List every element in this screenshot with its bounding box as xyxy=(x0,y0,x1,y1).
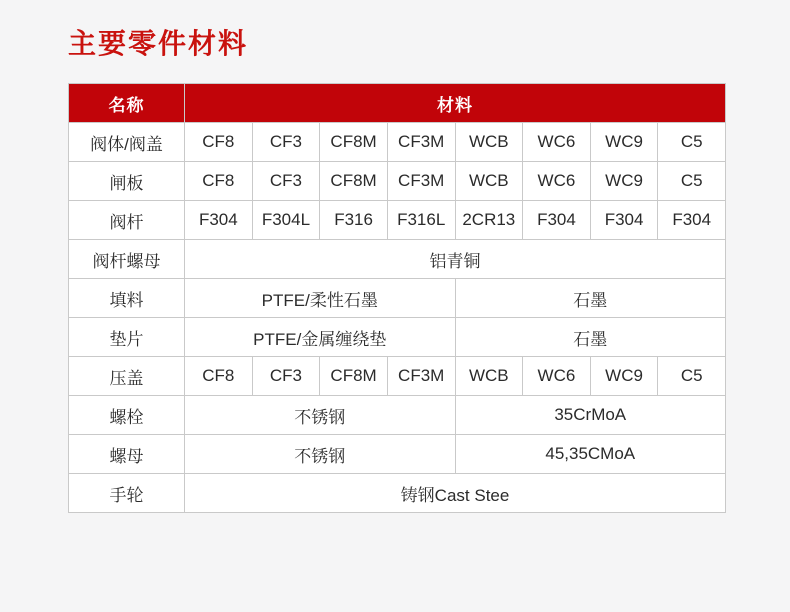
row-label: 手轮 xyxy=(69,474,185,513)
material-cell: F316 xyxy=(320,201,388,240)
material-cell: CF3 xyxy=(252,357,320,396)
material-cell: 铸钢Cast Stee xyxy=(185,474,726,513)
row-label: 填料 xyxy=(69,279,185,318)
material-cell: WCB xyxy=(455,357,523,396)
row-label: 阀杆 xyxy=(69,201,185,240)
table-header-row xyxy=(69,84,726,123)
row-label: 压盖 xyxy=(69,357,185,396)
material-cell: 铝青铜 xyxy=(185,240,726,279)
row-label: 垫片 xyxy=(69,318,185,357)
material-cell: F304 xyxy=(523,201,591,240)
material-cell: CF8M xyxy=(320,357,388,396)
table-row xyxy=(69,318,726,357)
table-row xyxy=(69,123,726,162)
material-cell: CF3M xyxy=(387,162,455,201)
material-cell: F304L xyxy=(252,201,320,240)
material-cell: CF8M xyxy=(320,162,388,201)
table-row xyxy=(69,279,726,318)
material-cell: C5 xyxy=(658,162,726,201)
row-label: 螺母 xyxy=(69,435,185,474)
material-cell: CF8 xyxy=(185,162,253,201)
row-label: 闸板 xyxy=(69,162,185,201)
page-title: 主要零件材料 xyxy=(68,28,249,59)
material-cell: F304 xyxy=(658,201,726,240)
header-cell-name: 名称 xyxy=(69,84,185,123)
material-cell: 石墨 xyxy=(455,279,726,318)
material-cell: C5 xyxy=(658,123,726,162)
table-row xyxy=(69,435,726,474)
table-row xyxy=(69,357,726,396)
material-cell: WC6 xyxy=(523,123,591,162)
material-cell: WCB xyxy=(455,123,523,162)
material-cell: WCB xyxy=(455,162,523,201)
material-cell: C5 xyxy=(658,357,726,396)
material-cell: CF8 xyxy=(185,357,253,396)
material-cell: WC9 xyxy=(590,357,658,396)
materials-table xyxy=(68,83,726,513)
material-cell: CF8 xyxy=(185,123,253,162)
row-label: 阀体/阀盖 xyxy=(69,123,185,162)
material-cell: 35CrMoA xyxy=(455,396,726,435)
table-row xyxy=(69,240,726,279)
material-cell: 石墨 xyxy=(455,318,726,357)
material-cell: WC6 xyxy=(523,357,591,396)
material-cell: F316L xyxy=(387,201,455,240)
material-cell: 45,35CMoA xyxy=(455,435,726,474)
table-row xyxy=(69,474,726,513)
header-cell-material: 材料 xyxy=(185,84,726,123)
material-cell: PTFE/金属缠绕垫 xyxy=(185,318,456,357)
row-label: 阀杆螺母 xyxy=(69,240,185,279)
table-row xyxy=(69,162,726,201)
material-cell: 不锈钢 xyxy=(185,396,456,435)
material-cell: CF3M xyxy=(387,357,455,396)
material-cell: F304 xyxy=(590,201,658,240)
table-row xyxy=(69,396,726,435)
material-cell: PTFE/柔性石墨 xyxy=(185,279,456,318)
material-cell: WC9 xyxy=(590,123,658,162)
material-cell: F304 xyxy=(185,201,253,240)
table-row xyxy=(69,201,726,240)
material-cell: CF8M xyxy=(320,123,388,162)
material-cell: CF3 xyxy=(252,162,320,201)
row-label: 螺栓 xyxy=(69,396,185,435)
material-cell: CF3 xyxy=(252,123,320,162)
material-cell: CF3M xyxy=(387,123,455,162)
material-cell: WC9 xyxy=(590,162,658,201)
material-cell: 2CR13 xyxy=(455,201,523,240)
material-cell: WC6 xyxy=(523,162,591,201)
material-cell: 不锈钢 xyxy=(185,435,456,474)
